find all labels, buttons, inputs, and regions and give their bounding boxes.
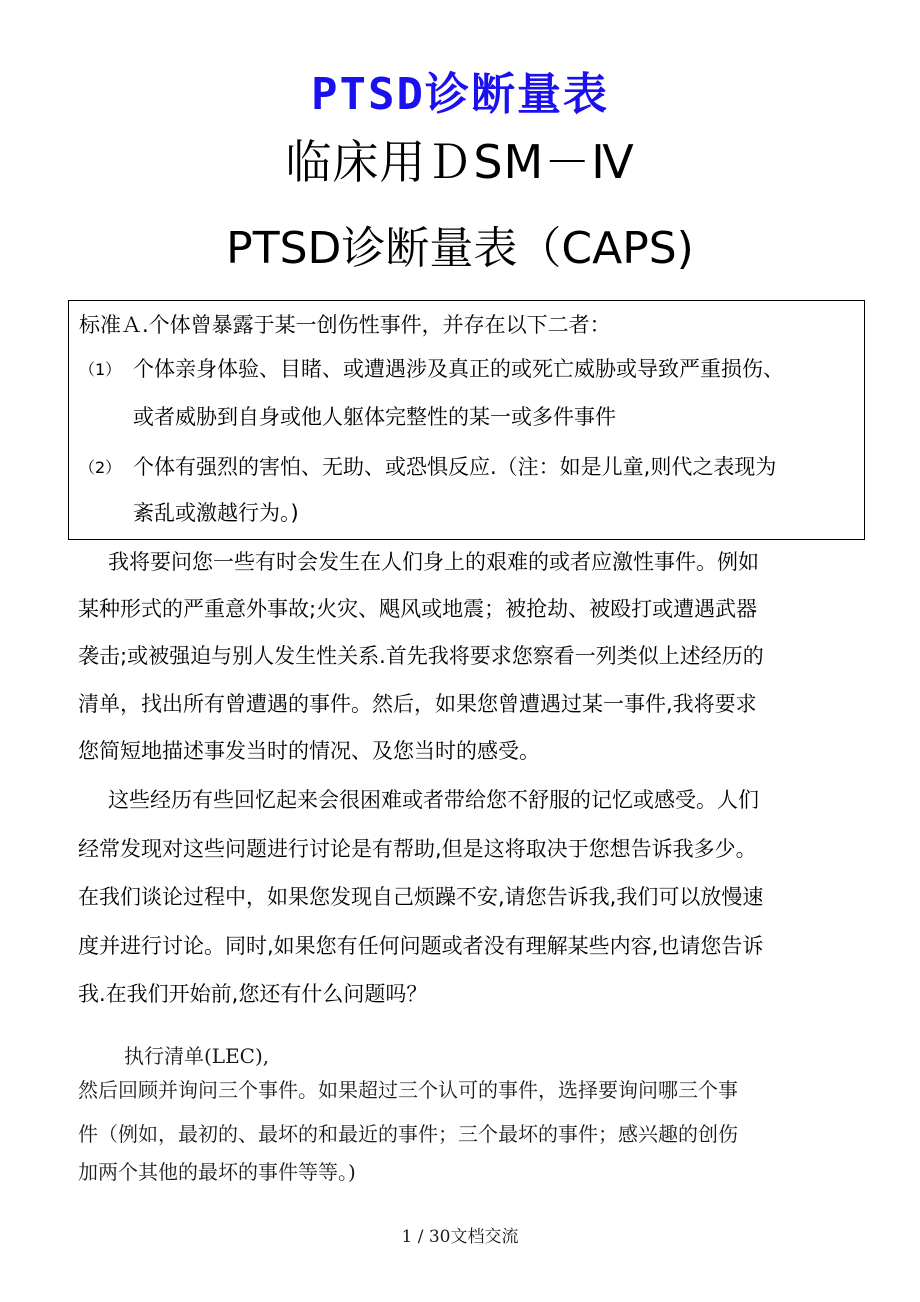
criteria-item-line: 或者威胁到自身或他人躯体完整性的某一或多件事件 [133,405,616,429]
criteria-heading: 标准Ａ.个体曾暴露于某一创伤性事件，并存在以下二者： [79,313,611,337]
subtitle-caps: PTSD诊断量表（CAPS) [226,223,694,274]
criteria-item-line: 个体亲身体验、目睹、或遭遇涉及真正的或死亡威胁或导致严重损伤、 [133,357,784,381]
paragraph-line: 这些经历有些回忆起来会很困难或者带给您不舒服的记忆或感受。人们 [108,788,759,812]
criteria-item-number: （1） [79,360,122,379]
instructions-line: 然后回顾并询问三个事件。如果超过三个认可的事件，选择要询问哪三个事 [78,1078,738,1102]
criteria-item-number: （2） [79,458,122,477]
paragraph-line: 我将要问您一些有时会发生在人们身上的艰难的或者应激性事件。例如 [108,550,759,574]
paragraph-line: 度并进行讨论。同时,如果您有任何问题或者没有理解某些内容,也请您告诉 [78,934,764,958]
paragraph-line: 清单，找出所有曾遭遇的事件。然后，如果您曾遭遇过某一事件,我将要求 [78,692,757,716]
instructions-line: 加两个其他的最坏的事件等等。) [78,1160,356,1184]
paragraph-line: 袭击;或被强迫与别人发生性关系.首先我将要求您察看一列类似上述经历的 [78,644,764,668]
paragraph-line: 在我们谈论过程中，如果您发现自己烦躁不安,请您告诉我,我们可以放慢速 [78,885,764,909]
subtitle-dsm: 临床用ＤSM－Ⅳ [285,135,635,189]
document-title: PTSD诊断量表 [311,69,609,120]
criteria-item-line: 个体有强烈的害怕、无助、或恐惧反应.（注：如是儿童,则代之表现为 [133,455,777,479]
criteria-box [68,300,865,540]
page-footer: 1 / 30文档交流 [401,1227,519,1247]
paragraph-line: 某种形式的严重意外事故;火灾、飓风或地震；被抢劫、被殴打或遭遇武器 [78,597,758,621]
paragraph-line: 您简短地描述事发当时的情况、及您当时的感受。 [78,739,540,763]
criteria-item-line: 紊乱或激越行为。) [133,501,299,525]
paragraph-line: 经常发现对这些问题进行讨论是有帮助,但是这将取决于您想告诉我多少。 [78,837,757,861]
instructions-line: 执行清单(LEC), [124,1044,270,1068]
instructions-line: 件（例如，最初的、最坏的和最近的事件；三个最坏的事件；感兴趣的创伤 [78,1122,738,1146]
paragraph-line: 我.在我们开始前,您还有什么问题吗？ [78,982,428,1006]
